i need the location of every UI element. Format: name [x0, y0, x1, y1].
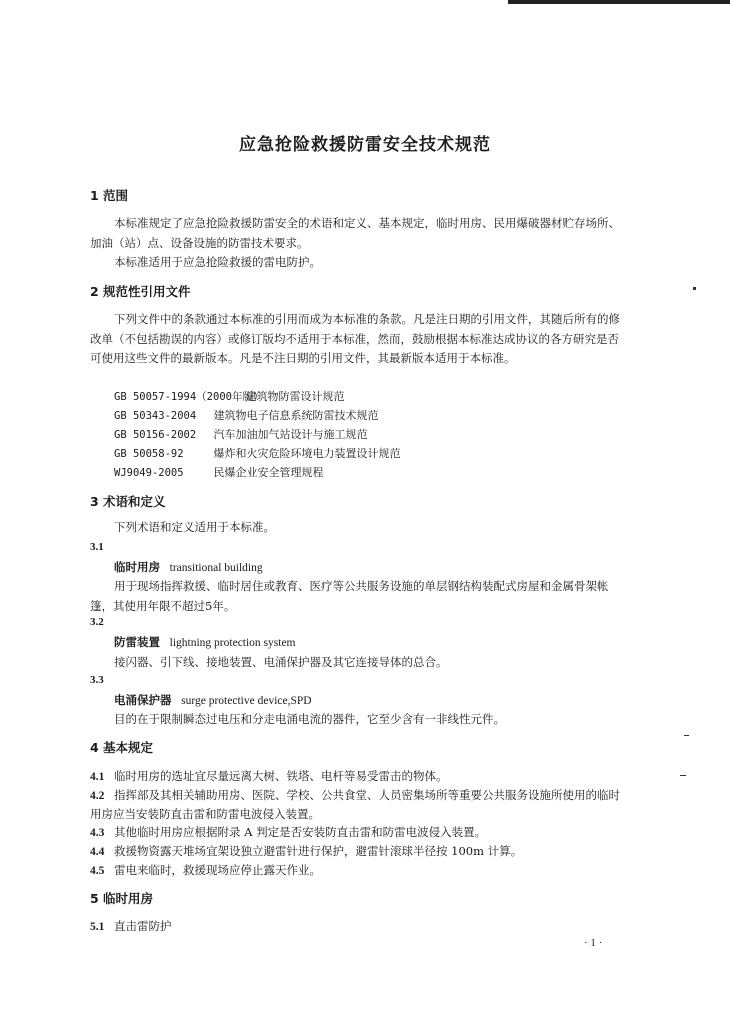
subsection-text: 直击雷防护 [114, 919, 172, 933]
term-english: transitional building [169, 562, 263, 574]
section-4-heading: 4 基本规定 [90, 740, 154, 755]
clause [90, 786, 630, 823]
clause-text: 指挥部及其相关辅助用房、医院、学校、公共食堂、人员密集场所等重要公共服务设施所使用的临时用房应当安装防直击雷和防雷电波侵入装置。 [90, 788, 620, 821]
term-definition: 用于现场指挥救援、临时居住或教育、医疗等公共服务设施的单层钢结构装配式房屋和金属骨架帐篷，其使用年限不超过5年。 [90, 579, 609, 613]
clause [90, 823, 630, 842]
reference-item [114, 426, 368, 442]
clause-number: 4.1 [90, 771, 105, 783]
clause-text: 救援物资露天堆场宜架设独立避雷针进行保护，避雷针滚球半径按 100m 计算。 [114, 844, 523, 858]
reference-name: 建筑物防雷设计规范 [245, 390, 345, 403]
reference-name: 民爆企业安全管理规程 [213, 466, 324, 479]
section-2-heading: 2 规范性引用文件 [90, 284, 191, 299]
term-english: lightning protection system [169, 637, 296, 649]
clause [90, 861, 630, 880]
term-chinese: 防雷装置 [114, 635, 160, 649]
section-3-intro: 下列术语和定义适用于本标准。 [114, 520, 275, 534]
term-number: 3.1 [90, 541, 104, 553]
reference-code: GB 50057-1994（2000年版） [114, 391, 264, 403]
document-title: 应急抢险救援防雷安全技术规范 [239, 135, 491, 155]
scan-speck [693, 287, 696, 290]
clause [90, 767, 630, 786]
term-number: 3.3 [90, 674, 104, 686]
reference-item [114, 445, 401, 461]
clause-number: 4.3 [90, 827, 105, 839]
reference-name: 建筑物电子信息系统防雷技术规范 [213, 409, 379, 422]
scan-speck [680, 775, 686, 776]
term-english: surge protective device,SPD [181, 695, 312, 707]
term-number: 3.2 [90, 616, 104, 628]
term-chinese: 电涌保护器 [114, 693, 172, 707]
reference-code: GB 50343-2004 [114, 410, 197, 422]
section-1-paragraph-1: 本标准规定了应急抢险救援防雷安全的术语和定义、基本规定，临时用房、民用爆破器材贮存场所、加油（站）点、设备设施的防雷技术要求。 [90, 216, 620, 250]
section-1-heading: 1 范围 [90, 188, 129, 203]
term-heading [114, 559, 263, 575]
clause-number: 4.5 [90, 865, 105, 877]
reference-name: 汽车加油加气站设计与施工规范 [213, 428, 368, 441]
clause-text: 其他临时用房应根据附录 A 判定是否安装防直击雷和防雷电波侵入装置。 [114, 825, 487, 839]
reference-code: WJ9049-2005 [114, 467, 184, 479]
reference-name: 爆炸和火灾危险环境电力装置设计规范 [213, 447, 401, 460]
term-heading [114, 692, 312, 708]
section-3-heading: 3 术语和定义 [90, 494, 166, 509]
term-definition: 目的在于限制瞬态过电压和分走电涌电流的器件，它至少含有一非线性元件。 [114, 712, 505, 726]
section-1-paragraph-2: 本标准适用于应急抢险救援的雷电防护。 [114, 255, 321, 269]
page-number: · 1 · [584, 937, 603, 949]
reference-item [114, 388, 345, 404]
section-2-paragraph: 下列文件中的条款通过本标准的引用而成为本标准的条款。凡是注日期的引用文件，其随后所有的修改单（不包括勘误的内容）或修订版均不适用于本标准，然而，鼓励根据本标准达成协议的各方研究是否可使用这些文件的最新版本。凡是不注日期的引用文件，其最新版本适用于本标准。 [90, 312, 620, 365]
term-chinese: 临时用房 [114, 560, 160, 574]
subsection [90, 917, 630, 936]
clause-text: 临时用房的选址宜尽量远离大树、铁塔、电杆等易受雷击的物体。 [114, 769, 448, 783]
subsection-number: 5.1 [90, 921, 105, 933]
clause-number: 4.2 [90, 790, 105, 802]
clause-text: 雷电来临时，救援现场应停止露天作业。 [114, 863, 321, 877]
term-heading [114, 634, 296, 650]
scan-speck [684, 735, 689, 736]
clause-number: 4.4 [90, 846, 105, 858]
section-5-heading: 5 临时用房 [90, 891, 154, 906]
reference-code: GB 50058-92 [114, 448, 184, 460]
clause [90, 842, 630, 861]
term-definition: 接闪器、引下线、接地装置、电涌保护器及其它连接导体的总合。 [114, 655, 448, 669]
reference-item [114, 407, 379, 423]
reference-code: GB 50156-2002 [114, 429, 197, 441]
reference-item [114, 464, 324, 480]
